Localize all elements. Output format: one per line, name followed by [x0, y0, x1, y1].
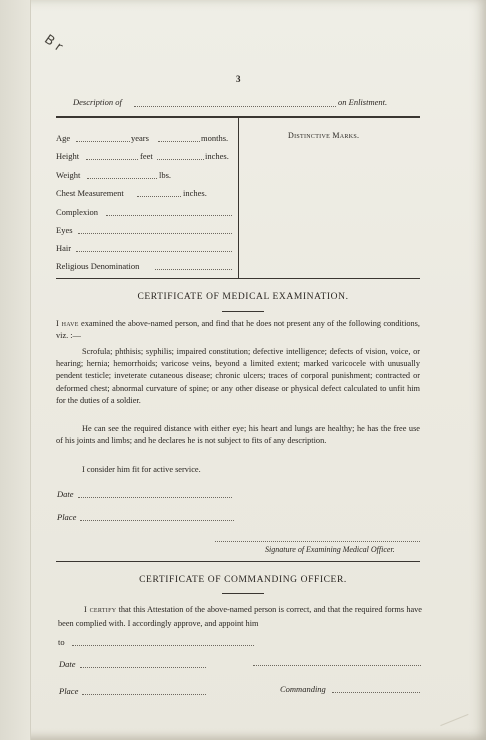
- medical-conditions: Scrofula; phthisis; syphilis; impaired constitution; defective intelligence; defects of vision, voice, or hearing; hernia; hemorrhoids; varicose veins, beyond a limited extent; marked varicocele with unusually pendent testicle; inveterate cutaneous disease; chronic ulcers; traces of corporal punishment; contracted or deformed chest; abnormal curvature of spine; or any other disease or physical defect calculated to unfit him for the duties of a soldier.: [56, 347, 420, 405]
- chest-blank[interactable]: [137, 196, 181, 197]
- commanding-place-label: Place: [59, 686, 79, 696]
- commanding-date-blank[interactable]: [80, 667, 206, 668]
- eyes-blank[interactable]: [78, 233, 232, 234]
- medical-place-blank[interactable]: [80, 520, 234, 521]
- enlistment-label: on Enlistment.: [338, 97, 388, 107]
- height-label: Height: [56, 151, 80, 161]
- medical-intro-lead: I have: [56, 319, 79, 328]
- commanding-unit-blank[interactable]: [332, 692, 420, 693]
- commanding-heading: CERTIFICATE OF COMMANDING OFFICER.: [139, 575, 347, 585]
- appoint-to-label: to: [58, 637, 65, 647]
- medical-intro: [56, 318, 420, 342]
- medical-signature-blank[interactable]: [215, 541, 420, 542]
- commanding-lead: I certify: [84, 605, 117, 614]
- medical-signature-label: Signature of Examining Medical Officer.: [265, 545, 395, 554]
- chest-inches-label: inches.: [183, 188, 207, 198]
- medical-date-blank[interactable]: [78, 497, 232, 498]
- commanding-text: [58, 603, 422, 631]
- religion-blank[interactable]: [155, 269, 232, 270]
- weight-blank[interactable]: [87, 178, 157, 179]
- commanding-place-blank[interactable]: [82, 694, 206, 695]
- medical-place-label: Place: [57, 512, 77, 522]
- appoint-to-blank[interactable]: [72, 645, 254, 646]
- page-left-edge: [0, 0, 31, 740]
- bottom-rule: [56, 278, 420, 279]
- age-label: Age: [56, 133, 71, 143]
- distinctive-marks-label: Distinctive Marks.: [288, 131, 360, 140]
- complexion-label: Complexion: [56, 207, 99, 217]
- eyes-label: Eyes: [56, 225, 73, 235]
- height-inches-blank[interactable]: [157, 159, 204, 160]
- height-feet-blank[interactable]: [86, 159, 138, 160]
- years-label: years: [131, 133, 149, 143]
- inches-label: inches.: [205, 151, 229, 161]
- pencil-annotation: B r: [41, 32, 66, 55]
- commanding-date-label: Date: [59, 659, 76, 669]
- lbs-label: lbs.: [159, 170, 172, 180]
- page-corner-crease: [440, 714, 473, 739]
- medical-declaration: He can see the required distance with either eye; his heart and lungs are healthy; he has the free use of his joints and limbs; and he declares he is not subject to fits of any description.: [56, 424, 420, 446]
- age-months-blank[interactable]: [158, 141, 200, 142]
- feet-label: feet: [140, 151, 153, 161]
- medical-date-label: Date: [57, 489, 74, 499]
- medical-heading: CERTIFICATE OF MEDICAL EXAMINATION.: [137, 292, 349, 302]
- fit-statement: I consider him fit for active service.: [82, 465, 201, 474]
- commanding-label: Commanding: [280, 684, 326, 694]
- commanding-body: that this Attestation of the above-named person is correct, and that the required forms have been complied with. I accordingly approve, and appoint him: [58, 605, 422, 628]
- section-rule: [56, 561, 420, 562]
- hair-blank[interactable]: [76, 251, 232, 252]
- age-years-blank[interactable]: [76, 141, 130, 142]
- chest-label: Chest Measurement: [56, 188, 124, 198]
- description-label: Description of: [73, 97, 122, 107]
- medical-intro-text: examined the above-named person, and find that he does not present any of the following conditions, viz. :—: [56, 319, 420, 341]
- months-label: months.: [201, 133, 229, 143]
- commanding-heading-rule: [222, 593, 264, 594]
- vertical-divider: [238, 117, 239, 278]
- medical-heading-rule: [222, 311, 264, 312]
- commanding-signature-blank[interactable]: [253, 665, 421, 666]
- religion-label: Religious Denomination: [56, 261, 140, 271]
- page-number: 3: [236, 74, 241, 84]
- hair-label: Hair: [56, 243, 72, 253]
- weight-label: Weight: [56, 170, 81, 180]
- description-blank[interactable]: [134, 106, 336, 107]
- complexion-blank[interactable]: [106, 215, 232, 216]
